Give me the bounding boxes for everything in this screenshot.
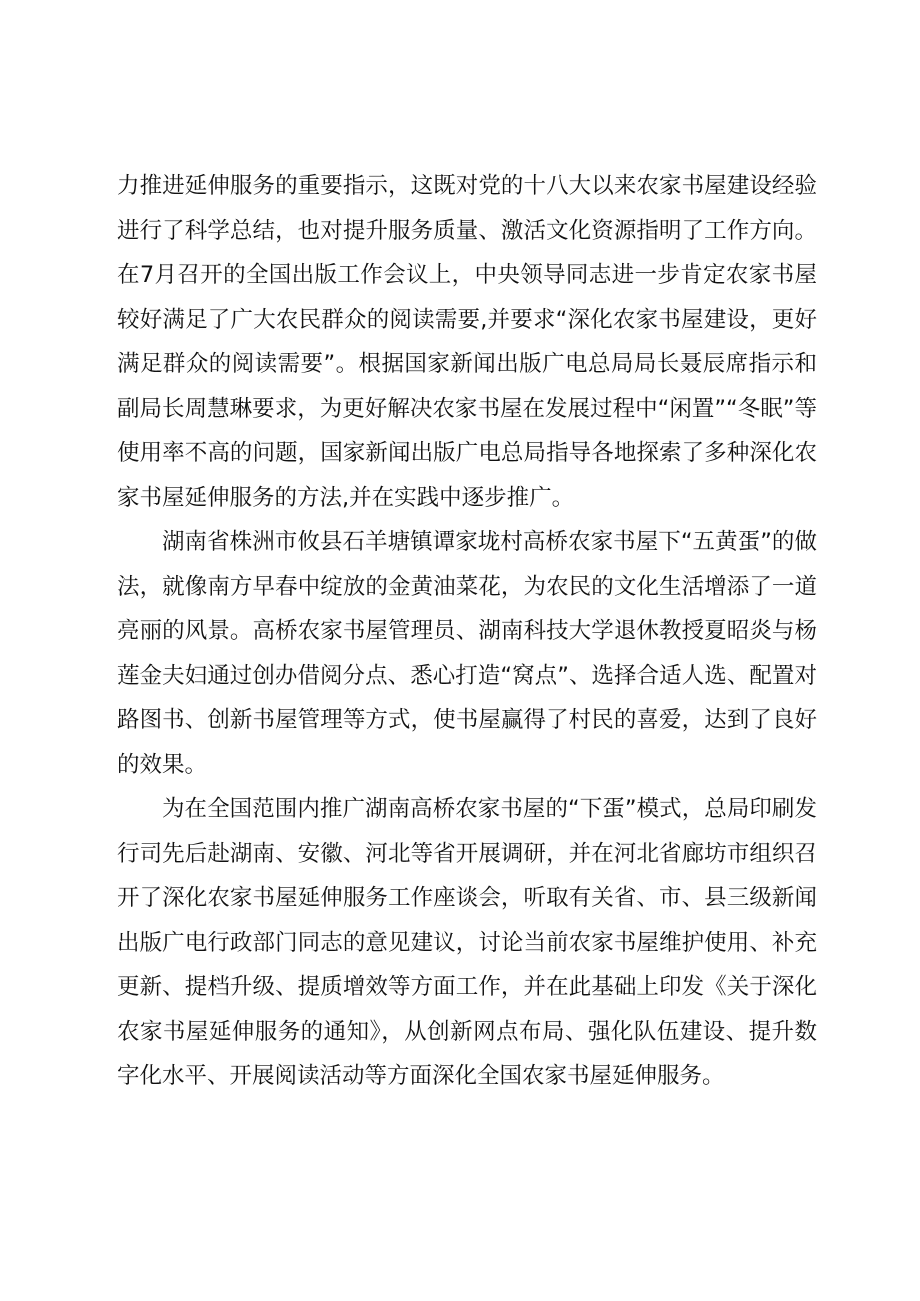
paragraph-1: 力推进延伸服务的重要指示，这既对党的十八大以来农家书屋建设经验进行了科学总结，也对提升服务质量、激活文化资源指明了工作方向。在7月召开的全国出版工作会议上，中央领导同志进一步肯定农家书屋较好满足了广大农民群众的阅读需要,并要求“深化农家书屋建设，更好满足群众的阅读需要”。根据国家新闻出版广电总局局长聂辰席指示和副局长周慧琳要求，为更好解决农家书屋在发展过程中“闲置”“冬眠”等使用率不高的问题，国家新闻出版广电总局指导各地探索了多种深化农家书屋延伸服务的方法,并在实践中逐步推广。 bbox=[117, 173, 817, 511]
body-text bbox=[117, 164, 817, 1099]
paragraph-3: 为在全国范围内推广湖南高桥农家书屋的“下蛋”模式，总局印刷发行司先后赴湖南、安徽、河北等省开展调研，并在河北省廊坊市组织召开了深化农家书屋延伸服务工作座谈会，听取有关省、市、县三级新闻出版广电行政部门同志的意见建议，讨论当前农家书屋维护使用、补充更新、提档升级、提质增效等方面工作，并在此基础上印发《关于深化农家书屋延伸服务的通知》，从创新网点布局、强化队伍建设、提升数字化水平、开展阅读活动等方面深化全国农家书屋延伸服务。 bbox=[117, 796, 817, 1089]
paragraph-2: 湖南省株洲市攸县石羊塘镇谭家垅村高桥农家书屋下“五黄蛋”的做法，就像南方早春中绽放的金黄油菜花，为农民的文化生活增添了一道亮丽的风景。高桥农家书屋管理员、湖南科技大学退休教授夏昭炎与杨莲金夫妇通过创办借阅分点、悉心打造“窝点”、选择合适人选、配置对路图书、创新书屋管理等方式，使书屋赢得了村民的喜爱，达到了良好的效果。 bbox=[117, 529, 817, 778]
